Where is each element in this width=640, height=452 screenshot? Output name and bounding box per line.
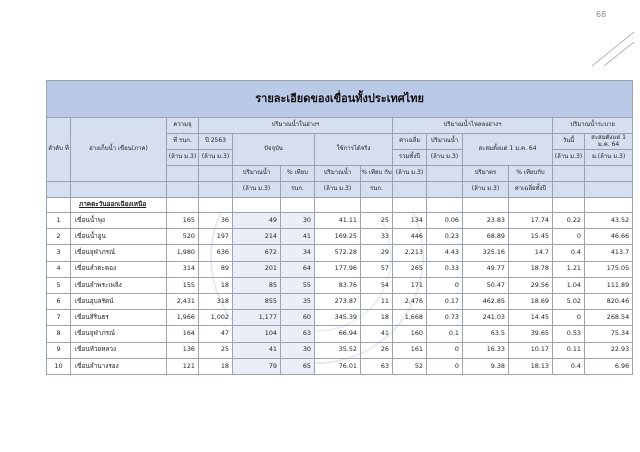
header-today: วันนี้ [553,134,585,150]
cell-outflow-today: 1.21 [553,261,585,277]
header-yearly-total: รวมทั้งปี [393,150,427,166]
cell-cumulative-pct: 15.45 [509,229,553,245]
cell-usable-water: 35.52 [315,342,361,358]
cell-dam-name: เขื่อนลำพระเพลิง [71,277,167,293]
cell-current-water: 855 [233,293,281,309]
cell-usable-pct: 41 [361,326,393,342]
cell-row-number: 5 [47,277,71,293]
cell-dam-name: เขื่อนจุฬาภรณ์ [71,326,167,342]
cell-current-pct: 60 [281,310,315,326]
cell-usable-pct: 18 [361,310,393,326]
cell-capacity: 165 [167,213,199,229]
cell-cumulative-volume: 241.03 [463,310,509,326]
header-today-unit: (ล้าน ม.3) [553,150,585,166]
cell-cumulative-volume: 50.47 [463,277,509,293]
header-rnk: รนก. [281,182,315,198]
header-volume-unit: (ล้าน ม.3) [463,182,509,198]
header-water-amount: ปริมาณน้ำ [233,166,281,182]
header-yearly-unit: (ล้าน ม.3) [393,166,427,182]
cell-capacity: 121 [167,358,199,374]
cell-outflow-today: 0.4 [553,245,585,261]
cell-water-2563: 18 [199,277,233,293]
cell-inflow-volume: 0.17 [427,293,463,309]
cell-usable-water: 76.01 [315,358,361,374]
cell-usable-water: 66.94 [315,326,361,342]
header-outflow-cumulative: สะสมตั้งแต่ 1 ม.ค. 64 [585,134,633,150]
table-row [47,293,633,309]
cell-current-water: 41 [233,342,281,358]
cell-yearly-avg: 2,476 [393,293,427,309]
cell-cumulative-volume: 9.38 [463,358,509,374]
page-corner-decoration [586,28,636,68]
cell-outflow-cumulative: 46.66 [585,229,633,245]
cell-usable-pct: 57 [361,261,393,277]
cell-row-number: 4 [47,261,71,277]
cell-cumulative-pct: 14.45 [509,310,553,326]
table-title: รายละเอียดของเขื่อนทั้งประเทศไทย [47,81,633,118]
header-usable-pct: % เทียบ กับ [361,166,393,182]
table-row [47,229,633,245]
cell-capacity: 1,980 [167,245,199,261]
cell-dam-name: เขื่อนลำตะคอง [71,261,167,277]
cell-current-water: 104 [233,326,281,342]
header-usable: ใช้การได้จริง [315,134,393,166]
cell-inflow-volume: 0.73 [427,310,463,326]
page-number: 68 [596,10,607,19]
cell-usable-pct: 33 [361,229,393,245]
cell-outflow-today: 0.4 [553,358,585,374]
cell-dam-name: เขื่อนห้วยหลวง [71,342,167,358]
cell-capacity: 155 [167,277,199,293]
cell-inflow-volume: 4.43 [427,245,463,261]
header-year-2563-unit: (ล้าน ม.3) [199,150,233,166]
cell-outflow-cumulative: 175.05 [585,261,633,277]
cell-inflow-volume: 0.23 [427,229,463,245]
table-row [47,358,633,374]
cell-water-2563: 1,002 [199,310,233,326]
cell-dam-name: เขื่อนน้ำอูน [71,229,167,245]
cell-inflow-volume: 0 [427,358,463,374]
cell-cumulative-pct: 18.78 [509,261,553,277]
header-volume: ปริมาตร [463,166,509,182]
cell-cumulative-volume: 325.16 [463,245,509,261]
header-inflow: ปริมาณน้ำไหลลงอ่างฯ [393,118,553,134]
cell-yearly-avg: 1,668 [393,310,427,326]
cell-outflow-today: 0.22 [553,213,585,229]
header-current-water: ปริมาณน้ำในอ่างฯ [199,118,393,134]
cell-current-pct: 34 [281,245,315,261]
cell-current-pct: 63 [281,326,315,342]
cell-usable-water: 177.96 [315,261,361,277]
cell-water-2563: 47 [199,326,233,342]
cell-cumulative-volume: 462.85 [463,293,509,309]
cell-current-water: 201 [233,261,281,277]
cell-outflow-today: 5.02 [553,293,585,309]
header-pct-avg: % เทียบกับ [509,166,553,182]
cell-inflow-volume: 0.06 [427,213,463,229]
cell-cumulative-pct: 17.74 [509,213,553,229]
cell-outflow-cumulative: 268.54 [585,310,633,326]
header-pct-compare: % เทียบ [281,166,315,182]
cell-yearly-avg: 446 [393,229,427,245]
region-label: ภาคตะวันออกเฉียงเหนือ [71,198,167,213]
cell-current-pct: 35 [281,293,315,309]
cell-current-pct: 30 [281,342,315,358]
cell-cumulative-pct: 29.56 [509,277,553,293]
table-row [47,213,633,229]
header-daily-avg: ค่าเฉลี่ย [393,134,427,150]
cell-current-water: 49 [233,213,281,229]
header-inflow-unit: (ล้าน ม.3) [427,150,463,166]
cell-usable-pct: 25 [361,213,393,229]
cell-outflow-cumulative: 43.52 [585,213,633,229]
cell-usable-pct: 63 [361,358,393,374]
header-capacity: ความจุ [167,118,199,134]
cell-water-2563: 89 [199,261,233,277]
header-usable-rnk: รนก. [361,182,393,198]
cell-dam-name: เขื่อนจุฬาภรณ์ [71,245,167,261]
cell-yearly-avg: 265 [393,261,427,277]
cell-current-water: 85 [233,277,281,293]
cell-cumulative-volume: 63.5 [463,326,509,342]
header-capacity-unit: (ล้าน ม.3) [167,150,199,166]
cell-outflow-cumulative: 22.93 [585,342,633,358]
cell-usable-pct: 11 [361,293,393,309]
cell-cumulative-pct: 10.17 [509,342,553,358]
cell-row-number: 7 [47,310,71,326]
cell-current-pct: 65 [281,358,315,374]
cell-outflow-today: 0 [553,229,585,245]
cell-capacity: 2,431 [167,293,199,309]
header-outflow-cumulative-unit: ม.(ล้าน ม.3) [585,150,633,166]
cell-outflow-today: 0.53 [553,326,585,342]
cell-water-2563: 318 [199,293,233,309]
cell-current-water: 672 [233,245,281,261]
header-outflow: ปริมาณน้ำระบาย [553,118,633,134]
cell-current-water: 79 [233,358,281,374]
cell-yearly-avg: 160 [393,326,427,342]
header-present: ปัจจุบัน [233,134,315,166]
cell-cumulative-volume: 68.89 [463,229,509,245]
header-capacity-at: ที่ รนก. [167,134,199,150]
dam-details-table [46,80,633,375]
header-name: อ่างเก็บน้ำ เขื่อน(ภาค) [71,118,167,182]
header-usable-unit: (ล้าน ม.3) [315,182,361,198]
cell-usable-pct: 54 [361,277,393,293]
cell-cumulative-pct: 39.65 [509,326,553,342]
cell-capacity: 520 [167,229,199,245]
cell-cumulative-volume: 23.83 [463,213,509,229]
header-inflow-volume: ปริมาณน้ำ [427,134,463,150]
dam-details-table-container [46,80,632,375]
cell-yearly-avg: 134 [393,213,427,229]
cell-outflow-today: 0 [553,310,585,326]
cell-usable-water: 83.76 [315,277,361,293]
table-row [47,310,633,326]
cell-row-number: 10 [47,358,71,374]
cell-row-number: 2 [47,229,71,245]
header-usable-amount: ปริมาณน้ำ [315,166,361,182]
cell-cumulative-pct: 18.13 [509,358,553,374]
cell-current-pct: 30 [281,213,315,229]
cell-outflow-today: 1.04 [553,277,585,293]
cell-usable-pct: 29 [361,245,393,261]
cell-current-pct: 64 [281,261,315,277]
cell-water-2563: 197 [199,229,233,245]
cell-usable-water: 273.87 [315,293,361,309]
cell-yearly-avg: 161 [393,342,427,358]
table-row [47,326,633,342]
cell-capacity: 314 [167,261,199,277]
cell-dam-name: เขื่อนอุบลรัตน์ [71,293,167,309]
cell-yearly-avg: 171 [393,277,427,293]
cell-dam-name: เขื่อนลำนางรอง [71,358,167,374]
table-row [47,342,633,358]
cell-dam-name: เขื่อนสิรินธร [71,310,167,326]
cell-row-number: 9 [47,342,71,358]
cell-capacity: 1,966 [167,310,199,326]
cell-row-number: 6 [47,293,71,309]
table-row [47,245,633,261]
cell-usable-water: 41.11 [315,213,361,229]
cell-yearly-avg: 52 [393,358,427,374]
cell-water-2563: 25 [199,342,233,358]
cell-water-2563: 36 [199,213,233,229]
cell-outflow-today: 0.11 [553,342,585,358]
cell-inflow-volume: 0 [427,342,463,358]
cell-cumulative-pct: 14.7 [509,245,553,261]
cell-capacity: 136 [167,342,199,358]
cell-dam-name: เขื่อนน้ำพุง [71,213,167,229]
cell-outflow-cumulative: 413.7 [585,245,633,261]
cell-usable-water: 345.39 [315,310,361,326]
cell-current-water: 1,177 [233,310,281,326]
table-body [47,213,633,375]
cell-outflow-cumulative: 75.34 [585,326,633,342]
cell-outflow-cumulative: 111.89 [585,277,633,293]
cell-row-number: 1 [47,213,71,229]
cell-capacity: 164 [167,326,199,342]
cell-water-2563: 636 [199,245,233,261]
table-row [47,277,633,293]
cell-current-pct: 55 [281,277,315,293]
cell-yearly-avg: 2,213 [393,245,427,261]
cell-cumulative-volume: 16.33 [463,342,509,358]
cell-row-number: 3 [47,245,71,261]
cell-cumulative-volume: 49.77 [463,261,509,277]
cell-water-2563: 18 [199,358,233,374]
cell-inflow-volume: 0 [427,277,463,293]
header-pct-avg-sub: ค่าเฉลี่ยทั้งปี [509,182,553,198]
header-water-amount-unit: (ล้าน ม.3) [233,182,281,198]
cell-inflow-volume: 0.1 [427,326,463,342]
header-cumulative-since: สะสมตั้งแต่ 1 ม.ค. 64 [463,134,553,166]
cell-outflow-cumulative: 6.96 [585,358,633,374]
cell-row-number: 8 [47,326,71,342]
cell-usable-water: 572.28 [315,245,361,261]
header-seq: ลำดับ ที่ [47,118,71,182]
cell-usable-water: 169.25 [315,229,361,245]
header-year-2563: ปี 2563 [199,134,233,150]
cell-inflow-volume: 0.33 [427,261,463,277]
cell-cumulative-pct: 18.69 [509,293,553,309]
cell-usable-pct: 26 [361,342,393,358]
cell-current-water: 214 [233,229,281,245]
cell-current-pct: 41 [281,229,315,245]
table-row [47,261,633,277]
cell-outflow-cumulative: 820.46 [585,293,633,309]
